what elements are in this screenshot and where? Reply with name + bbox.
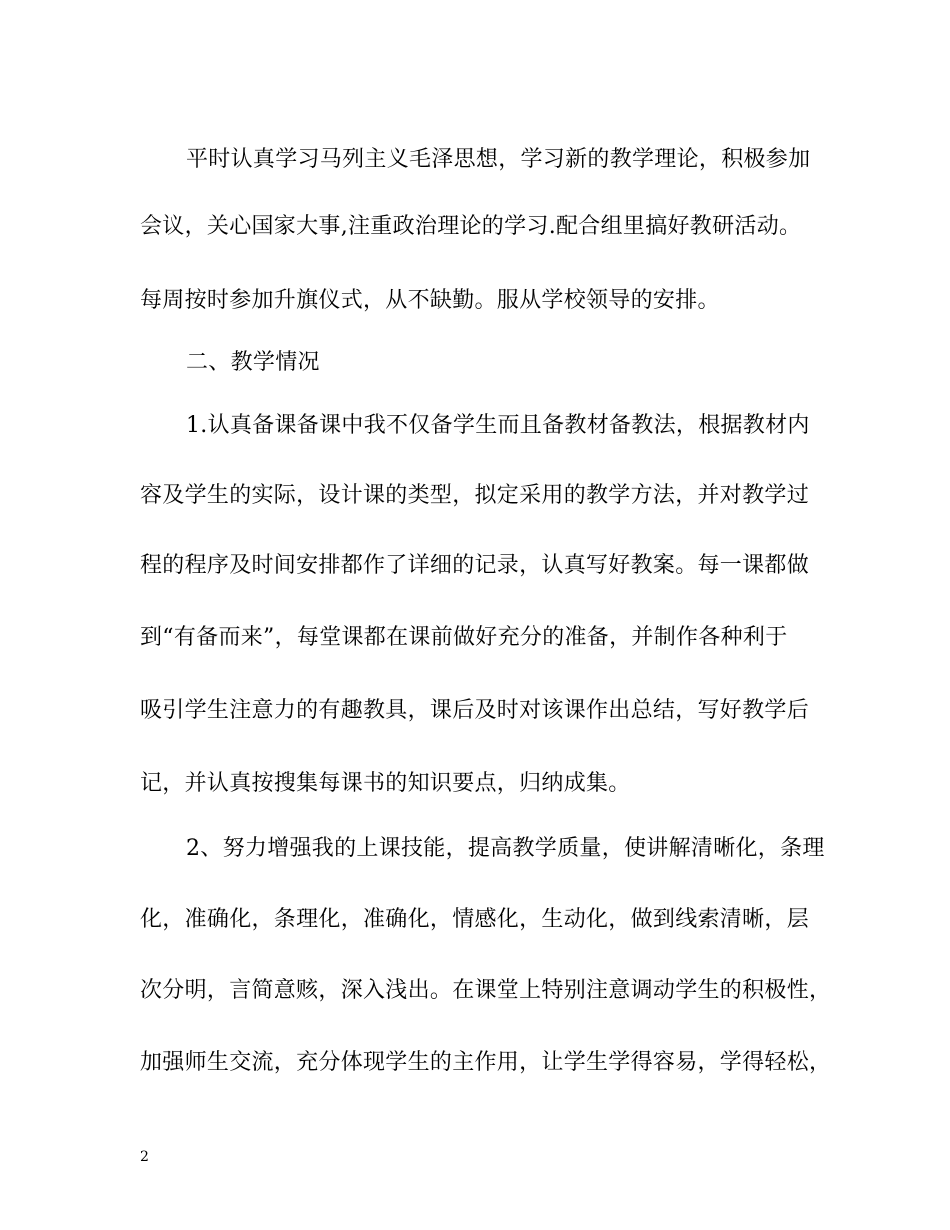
body-text-line: 容及学生的实际，设计课的类型，拟定采用的教学方法，并对教学过	[140, 483, 810, 508]
body-text-line: 记，并认真按搜集每课书的知识要点，归纳成集。	[140, 771, 631, 796]
body-text-line: 加强师生交流，充分体现学生的主作用，让学生学得容易，学得轻松，	[140, 1050, 832, 1075]
body-text-line: 每周按时参加升旗仪式，从不缺勤。服从学校领导的安排。	[140, 288, 720, 313]
body-text-line: 平时认真学习马列主义毛泽思想，学习新的教学理论，积极参加	[186, 147, 811, 172]
body-text-line: 2、努力增强我的上课技能，提高教学质量，使讲解清晰化，条理	[186, 836, 825, 861]
body-text-line: 次分明，言简意赅，深入浅出。在课堂上特别注意调动学生的积极性，	[140, 978, 832, 1003]
body-text-line: 程的程序及时间安排都作了详细的记录，认真写好教案。每一课都做	[140, 553, 810, 578]
body-text-line: 会议，关心国家大事,注重政治理论的学习.配合组里搞好教研活动。	[140, 214, 802, 239]
body-text-line: 吸引学生注意力的有趣教具，课后及时对该课作出总结，写好教学后	[140, 698, 810, 723]
body-text-line: 化，准确化，条理化，准确化，情感化，生动化，做到线索清晰，层	[140, 907, 810, 932]
section-heading: 二、教学情况	[186, 350, 320, 375]
body-text-line: 1.认真备课备课中我不仅备学生而且备教材备教法，根据教材内	[186, 413, 810, 438]
page-number: 2	[140, 1149, 149, 1165]
body-text-line: 到“有备而来”，每堂课都在课前做好充分的准备，并制作各种利于	[140, 625, 788, 650]
